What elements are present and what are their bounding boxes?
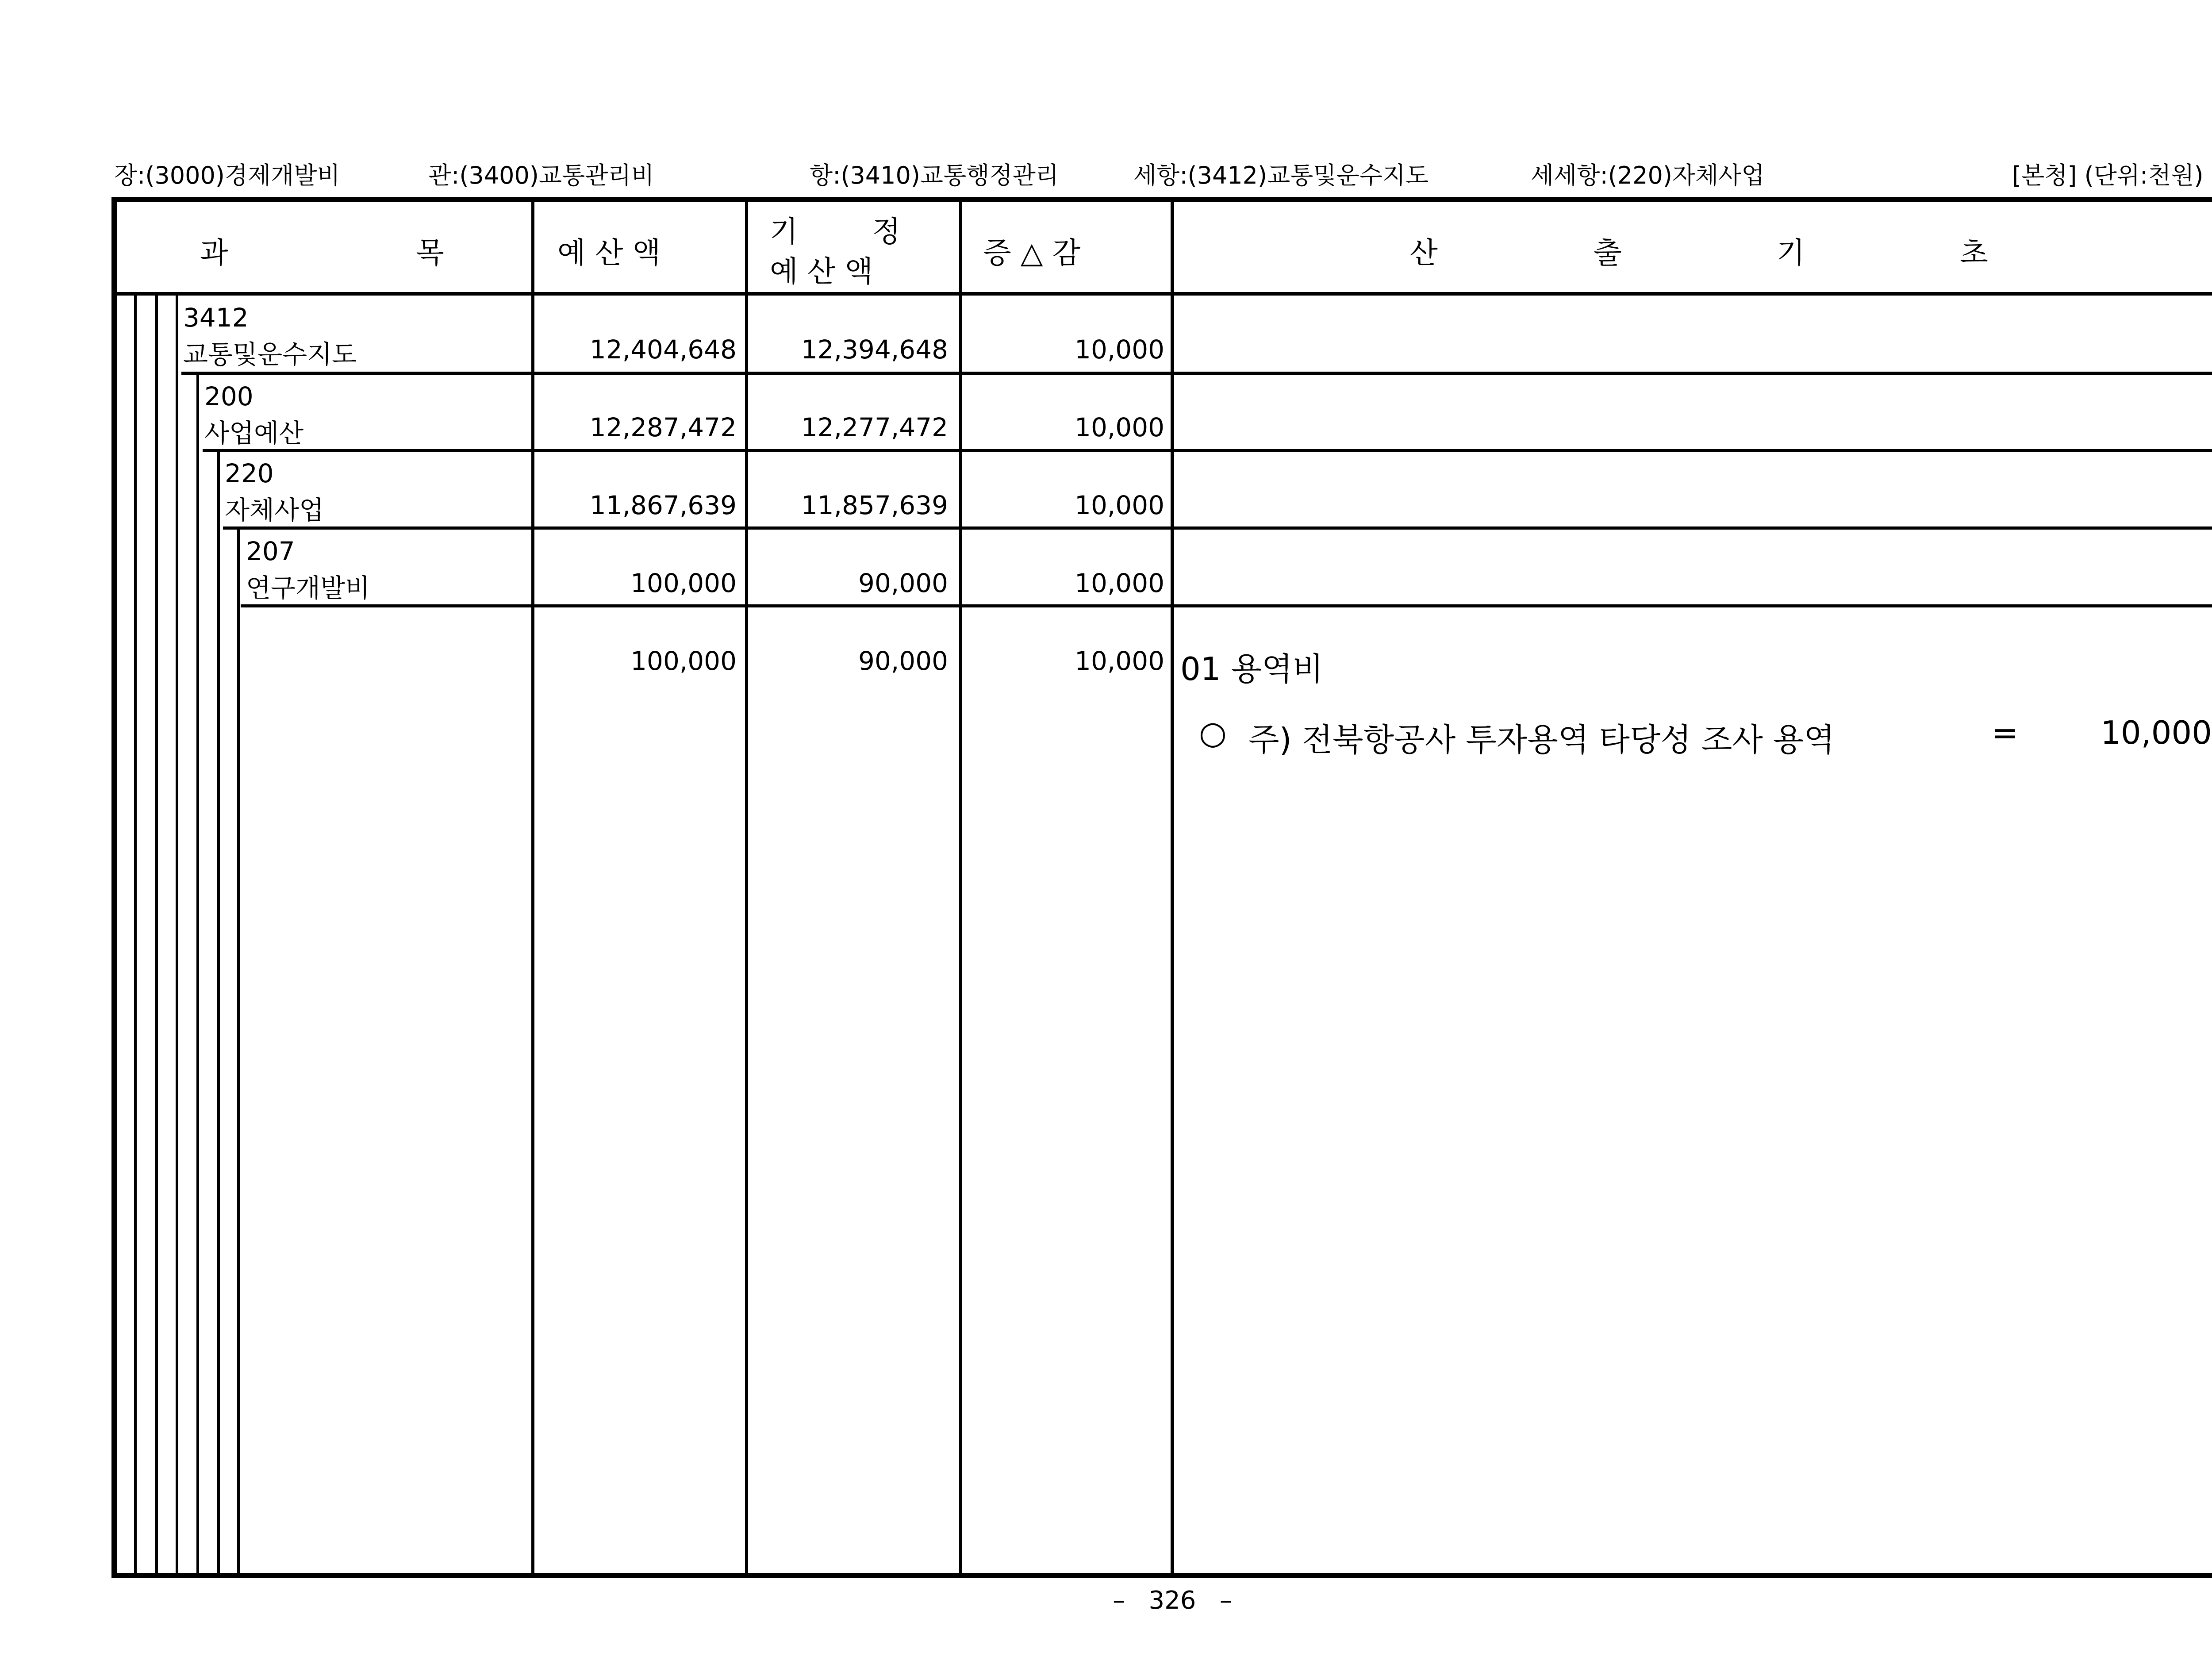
row-code: 3412 (183, 303, 249, 333)
col-head-subject-left: 과 (200, 236, 228, 270)
row-code: 220 (225, 458, 274, 488)
row-prior: 90,000 (858, 568, 948, 598)
row-rule-4 (241, 604, 2212, 607)
basis-item-title: 01 용역비 (1180, 650, 1324, 688)
col-head-basis-4: 초 (1960, 236, 1988, 270)
row-prior: 12,277,472 (801, 412, 948, 442)
row-rule-2 (203, 449, 2212, 452)
header-sesehang: 세세항:(220)자체사업 (1531, 161, 1765, 189)
row-code: 200 (204, 381, 253, 411)
row-change: 10,000 (1075, 334, 1164, 365)
indent-line-5 (217, 450, 220, 1575)
row-rule-1 (181, 372, 2212, 375)
col-head-subject-right: 목 (416, 236, 444, 270)
header-gwan: 관:(3400)교통관리비 (428, 161, 654, 189)
row-change: 10,000 (1075, 568, 1164, 598)
row-change: 10,000 (1075, 412, 1164, 442)
basis-item-desc: 주) 전북항공사 투자용역 타당성 조사 용역 (1248, 721, 1835, 758)
col-rule-prior (745, 197, 748, 1578)
header-jang: 장:(3000)경제개발비 (114, 161, 340, 189)
col-rule-budget (531, 197, 534, 1578)
col-head-change: 증 △ 감 (983, 236, 1081, 270)
basis-item-amount: 10,000 (2101, 714, 2212, 751)
indent-line-2 (155, 294, 158, 1575)
row-prior: 11,857,639 (801, 490, 948, 520)
col-head-prior-top: 기 정 (770, 215, 901, 249)
row-name: 교통및운수지도 (183, 339, 357, 369)
indent-line-3 (176, 294, 178, 1575)
row-prior: 12,394,648 (801, 334, 948, 365)
row-rule-3 (223, 526, 2212, 530)
page-number-value: 326 (1148, 1586, 1196, 1615)
basis-bullet: ○ (1199, 714, 1227, 751)
col-head-basis-1: 산 (1409, 236, 1438, 270)
detail-change: 10,000 (1075, 646, 1164, 676)
row-name: 사업예산 (204, 418, 304, 448)
header-rule (111, 292, 2212, 296)
detail-budget: 100,000 (630, 646, 737, 676)
col-head-budget: 예 산 액 (557, 236, 661, 270)
row-budget: 100,000 (630, 568, 737, 598)
header-hang: 항:(3410)교통행정관리 (810, 161, 1059, 189)
page-number: – 326 – (1113, 1586, 1232, 1615)
indent-line-6 (237, 528, 240, 1575)
budget-table (111, 197, 2212, 1578)
detail-prior: 90,000 (858, 646, 948, 676)
col-rule-change (959, 197, 962, 1578)
col-head-prior-bottom: 예 산 액 (770, 254, 873, 288)
row-code: 207 (246, 536, 295, 566)
row-name: 자체사업 (225, 495, 324, 525)
indent-line-4 (196, 373, 199, 1575)
basis-item-eq: = (1992, 714, 2019, 751)
row-budget: 12,287,472 (589, 412, 737, 442)
row-name: 연구개발비 (246, 573, 370, 603)
header-unit: [본청] (단위:천원) (2012, 161, 2204, 189)
indent-line-1 (134, 294, 137, 1575)
col-head-basis-3: 기 (1777, 236, 1805, 270)
row-budget: 11,867,639 (589, 490, 737, 520)
header-sehang: 세항:(3412)교통및운수지도 (1133, 161, 1429, 189)
col-rule-basis (1171, 197, 1174, 1578)
row-budget: 12,404,648 (589, 334, 737, 365)
row-change: 10,000 (1075, 490, 1164, 520)
col-head-basis-2: 출 (1594, 236, 1622, 270)
